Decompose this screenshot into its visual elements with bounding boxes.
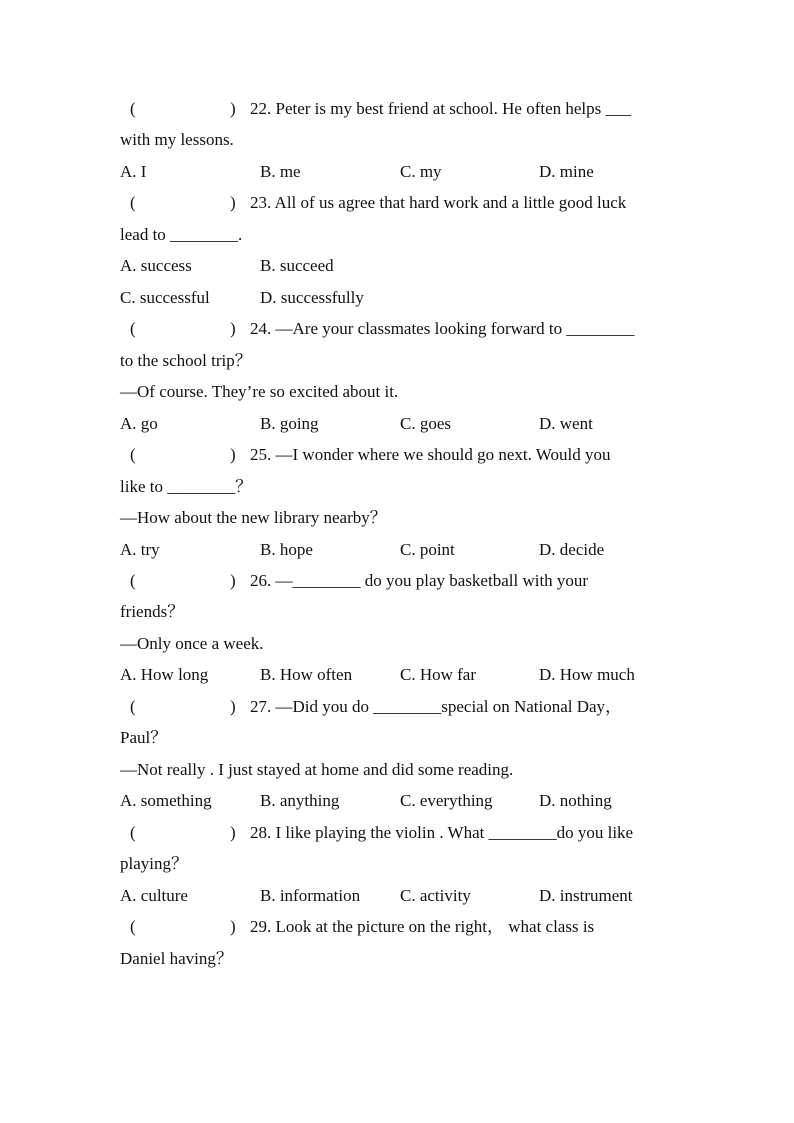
question-26-text: 26. —________ do you play basketball with your: [250, 571, 589, 590]
option-b: B. information: [260, 886, 361, 905]
option-c: C. goes: [400, 414, 451, 433]
question-25-line: [120, 443, 680, 467]
option-d: D. went: [539, 414, 593, 433]
question-23-line: [120, 191, 680, 215]
option-a: A. How long: [120, 665, 209, 684]
option-a: A. culture: [120, 886, 188, 905]
answer-bracket-open: (: [130, 99, 136, 118]
question-27-continuation: Paul？: [120, 728, 168, 747]
answer-bracket-close: ): [230, 193, 236, 212]
answer-bracket-close: ): [230, 99, 236, 118]
option-b: B. going: [260, 414, 319, 433]
option-b: B. anything: [260, 791, 340, 810]
question-29-text: 29. Look at the picture on the right， what class is: [250, 917, 595, 936]
question-24-text: 24. —Are your classmates looking forward to ________: [250, 319, 635, 338]
question-25-text: 25. —I wonder where we should go next. Would you: [250, 445, 611, 464]
question-26-dialogue-reply: —Only once a week.: [120, 634, 264, 653]
option-d: D. How much: [539, 665, 635, 684]
question-27-line: [120, 695, 680, 719]
option-b: B. hope: [260, 540, 313, 559]
option-a: A. something: [120, 791, 212, 810]
option-c: C. successful: [120, 288, 210, 307]
question-23-options-row2: [120, 286, 680, 310]
question-24-options: [120, 412, 680, 436]
question-27-text: 27. —Did you do ________special on National Day，: [250, 697, 623, 716]
option-c: C. everything: [400, 791, 493, 810]
answer-bracket-open: (: [130, 697, 136, 716]
question-23-continuation: lead to ________.: [120, 225, 243, 244]
question-26-options: [120, 663, 680, 687]
answer-bracket-open: (: [130, 823, 136, 842]
question-22-options: [120, 160, 680, 184]
answer-bracket-close: ): [230, 917, 236, 936]
option-b: B. succeed: [260, 256, 334, 275]
question-24-line: [120, 317, 680, 341]
answer-bracket-close: ): [230, 571, 236, 590]
question-25-options: [120, 538, 680, 562]
question-28-continuation: playing？: [120, 854, 188, 873]
option-d: D. successfully: [260, 288, 364, 307]
question-25-continuation: like to ________？: [120, 477, 253, 496]
answer-bracket-open: (: [130, 319, 136, 338]
question-22-text: 22. Peter is my best friend at school. He often helps ___: [250, 99, 632, 118]
question-26-continuation: friends？: [120, 602, 185, 621]
answer-bracket-open: (: [130, 571, 136, 590]
option-a: A. go: [120, 414, 158, 433]
question-28-options: [120, 884, 680, 908]
option-a: A. I: [120, 162, 147, 181]
question-24-continuation: to the school trip？: [120, 351, 252, 370]
question-26-line: [120, 569, 680, 593]
answer-bracket-close: ): [230, 445, 236, 464]
option-c: C. my: [400, 162, 442, 181]
option-d: D. decide: [539, 540, 605, 559]
option-d: D. nothing: [539, 791, 612, 810]
option-b: B. How often: [260, 665, 353, 684]
question-25-dialogue-reply: —How about the new library nearby？: [120, 508, 387, 527]
question-23-text: 23. All of us agree that hard work and a little good luck: [250, 193, 627, 212]
question-28-text: 28. I like playing the violin . What ________do you like: [250, 823, 634, 842]
question-22-continuation: with my lessons.: [120, 130, 234, 149]
option-d: D. instrument: [539, 886, 633, 905]
answer-bracket-open: (: [130, 445, 136, 464]
option-d: D. mine: [539, 162, 594, 181]
option-a: A. try: [120, 540, 160, 559]
question-27-dialogue-reply: —Not really . I just stayed at home and did some reading.: [120, 760, 514, 779]
question-29-line: [120, 915, 680, 939]
question-23-options-row1: [120, 254, 680, 278]
option-c: C. How far: [400, 665, 477, 684]
question-29-continuation: Daniel having？: [120, 949, 233, 968]
option-b: B. me: [260, 162, 301, 181]
answer-bracket-close: ): [230, 823, 236, 842]
option-c: C. activity: [400, 886, 471, 905]
answer-bracket-open: (: [130, 193, 136, 212]
answer-bracket-close: ): [230, 319, 236, 338]
option-a: A. success: [120, 256, 192, 275]
answer-bracket-open: (: [130, 917, 136, 936]
question-27-options: [120, 789, 680, 813]
question-28-line: [120, 821, 680, 845]
answer-bracket-close: ): [230, 697, 236, 716]
option-c: C. point: [400, 540, 455, 559]
question-22-line: [120, 97, 680, 121]
question-24-dialogue-reply: —Of course. They’re so excited about it.: [120, 382, 399, 401]
